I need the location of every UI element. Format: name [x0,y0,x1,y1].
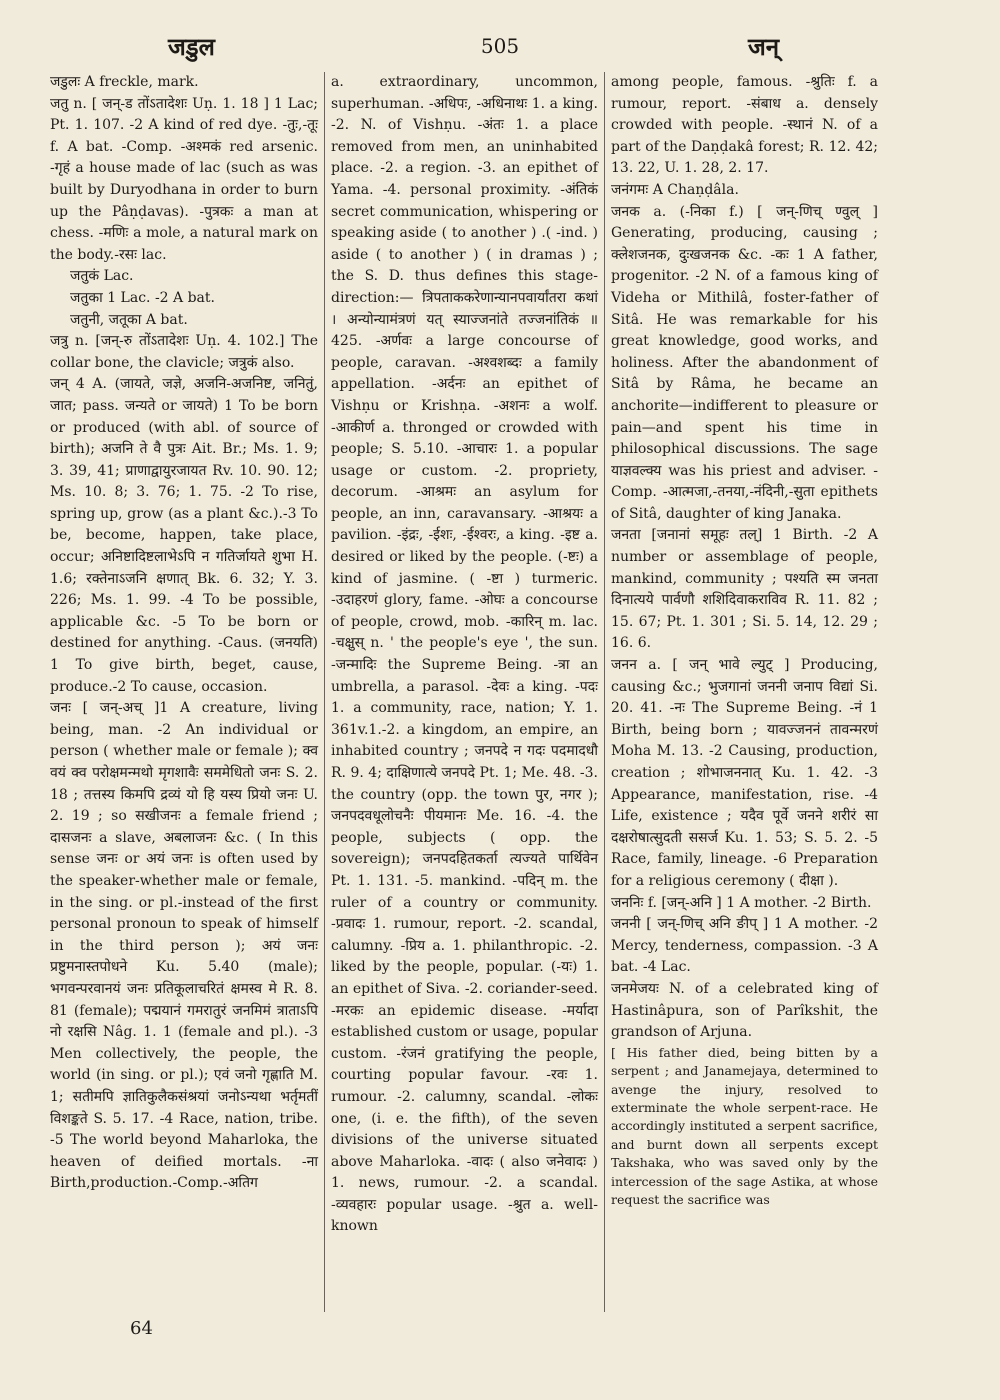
entry-jatuni: जतुनी, जतूका A bat. [70,311,188,328]
entry-janangama: जनंगमः A Chaṇḍâla. [611,181,739,198]
entry-janata: जनता [जनानां समूहः तल्] 1 Birth. -2 A number or assemblage of people, mankind, community ; पश्यति स्म जनता दिनात्यये पार्वणौ शशिदिवाकराविव R. 11. 82 ; 15. 67; Pt. 1. 301 ; Si. 5. 14, 12. 29 ; 16. 6. [611,527,878,652]
column-1 [44,72,324,1312]
signature-mark: 64 [130,1318,153,1339]
column-3 [604,72,884,1312]
entry-jatu: जतु n. [ जन्-ड तोंऽतादेशः Uṇ. 1. 18 ] 1 Lac; Pt. 1. 107. -2 A kind of red dye. -तुः,-तूः f. A bat. -Comp. -अश्मकं red arsenic. -गृहं a house made of lac (such as was built by Duryodhana in order to burn up the Pâṇḍavas). -पुत्रकः a man at chess. -मणिः a mole, a natural mark on the body.-रसः lac. [50,95,318,263]
entry-jatuka: जतुकं Lac. [70,268,134,285]
entry-janamejaya: जनमेजयः N. of a celebrated king of Hastinâpura, son of Parîkshit, the grandson of Arjuna. [611,980,878,1041]
text-columns [44,72,924,1312]
entry-jana-compounds-cont: among people, famous. -श्रुतिः f. a rumour, report. -संबाध a. densely crowded with people. -स्थानं N. of a part of the Daṇḍakâ forest; R. 12. 42; 13. 22, U. 1. 28, 2. 17. [611,74,878,177]
entry-jan: जन् 4 A. (जायते, जज्ञे, अजनि-अजनिष्ट, जनितुं, जात; pass. जन्यते or जायते) 1 To be born or produced (with abl. of source of birth); अजनि ते वै पुत्रः Ait. Br.; Ms. 1. 9; 3. 39, 41; प्राणाद्वायुरजायत Rv. 10. 90. 12; Ms. 10. 8; 3. 76; 1. 75. -2 To rise, spring up, grow (as a plant &c.).-3 To be, become, happen, take place, occur; अनिष्टादिष्टलाभेऽपि न गतिर्जायते शुभा H. 1.6; रक्तेनाऽजनि क्षणात् Bk. 6. 32; Y. 3. 226; Ms. 1. 99. -4 To be possible, applicable &c. -5 To be born or destined for anything. -Caus. (जनयति) 1 To give birth, beget, cause, produce.-2 To cause, occasion. [50,376,318,695]
page-number: 505 [480,34,520,58]
header-left-word: जडुल [168,32,215,61]
header-right-word: जन् [748,32,780,61]
entry-janaka: जनक a. (-निका f.) [ जन्-णिच् ण्वुल् ] Generating, producing, causing ; क्लेशजनक, दुःखजनक &c. -कः 1 A father, progenitor. -2 N. of a famous king of Videha or Mithilâ, foster-father of Sitâ. He was remarkable for his great knowledge, good works, and holiness. After the abandonment of Sitâ by Râma, he became an anchorite—indifferent to pleasure or pain—and spent his time in philosophical discussions. The sage याज्ञवल्क्य was his priest and adviser. -Comp. -आत्मजा,-तनया,-नंदिनी,-सुता epithets of Sitâ, daughter of king Janaka. [611,203,878,522]
entry-janana: जनन a. [ जन् भावे ल्युट् ] Producing, causing &c.; भुजगानां जननी जनाप विद्यां Si. 20. 41. -नः The Supreme Being. -नं 1 Birth, being born ; यावज्जननं तावन्मरणं Moha M. 13. -2 Causing, production, creation ; शोभाजननात् Ku. 1. 42. -3 Appearance, manifestation, rise. -4 Life, existence ; यदैव पूर्वे जनने शरीरं सा दक्षरोषात्सुदती ससर्ज Ku. 1. 53; S. 5. 2. -5 Race, family, lineage. -6 Preparation for a religious ceremony ( दीक्षा ). [611,657,878,889]
entry-jana-compounds: a. extraordinary, uncommon, superhuman. -अधिपः, -अधिनाथः 1. a king. -2. N. of Vishṇu. -अंतः 1. a place removed from men, an uninhabited place. -2. a region. -3. an epithet of Yama. -4. personal proximity. -अंतिकं secret communication, whispering or speaking aside ( to another ) .( -ind. ) aside ( to another ) ( in dramas ) ; the S. D. thus defines this stage-direction:— त्रिपताककरेणान्यानपवार्यांतरा कथां । अन्योन्यामंत्रणं यत् स्याज्जनांते तज्जनांतिकं ॥ 425. -अर्णवः a large concourse of people, caravan. -अश्वशब्दः a family appellation. -अर्दनः an epithet of Vishṇu or Krishṇa. -अशनः a wolf. -आकीर्ण a. thronged or crowded with people; S. 5.10. -आचारः 1. a popular usage or custom. -2. propriety, decorum. -आश्रमः an asylum for people, an inn, caravansary. -आश्रयः a pavilion. -इंद्रः, -ईशः, -ईश्वरः, a king. -इष्ट a. desired or liked by the people. (-ष्टः) a kind of jasmine. ( -ष्टा ) turmeric. -उदाहरणं glory, fame. -ओघः a concourse of people, crowd, mob. -कारिन् m. lac. -चक्षुस् n. ' the people's eye ', the sun. -जन्मादिः the Supreme Being. -त्रा an umbrella, a parasol. -देवः a king. -पदः 1. a community, race, nation; Y. 1. 361v.1.-2. a kingdom, an empire, an inhabited country ; जनपदे न गदः पदमादधौ R. 9. 4; दाक्षिणात्ये जनपदे Pt. 1; Me. 48. -3. the country (opp. the town पुर, नगर ); जनपदवधूलोचनैः पीयमानः Me. 16. -4. the people, subjects ( opp. the sovereign); जनपदहितकर्ता त्यज्यते पार्थिवेन Pt. 1. 131. -5. mankind. -पदिन् m. the ruler of a country or community. -प्रवादः 1. rumour, report. -2. scandal, calumny. -प्रिय a. 1. philanthropic. -2. liked by the people, popular. (-यः) 1. an epithet of Siva. -2. coriander-seed. -मरकः an epidemic disease. -मर्यादा established custom or usage, popular custom. -रंजनं gratifying the people, courting popular favour. -रवः 1. rumour. -2. calumny, scandal. -लोकः one, (i. e. the fifth), of the seven divisions of the universe situated above Maharloka. -वादः ( also जनेवादः ) 1. news, rumour. -2. a scandal. -व्यवहारः popular usage. -श्रुत a. well-known [331,74,599,1235]
entry-jatuka-2: जतुका 1 Lac. -2 A bat. [70,289,215,306]
entry-janah: जनः [ जन्-अच् ]1 A creature, living being, man. -2 An individual or person ( whether male or female ); क्व वयं क्व परोक्षमन्मथो मृगशावैः सममेधितो जनः S. 2. 18 ; तत्तस्य किमपि द्रव्यं यो हि यस्य प्रियो जनः U. 2. 19 ; so सखीजनः a female friend ; दासजनः a slave, अबलाजनः &c. ( In this sense जनः or अयं जनः is often used by the speaker-whether male or female, in the sing. or pl.-instead of the first personal pronoun to speak of himself in the third person ); अयं जनः प्रष्टुमनास्तपोधने Ku. 5.40 (male); भगवन्परवानयं जनः प्रतिकूलाचरितं क्षमस्व मे R. 8. 81 (female); पद्मयानं गमरातुरं जनमिमं त्राताऽपि नो रक्षसि Nâg. 1. 1 (female and pl.). -3 Men collectively, the people, the world (in sing. or pl.); एवं जनो गृह्णाति M. 1; सतीमपि ज्ञातिकुलैकसंश्रयां जनोऽन्यथा भर्तृमतीं विशङ्कते S. 5. 17. -4 Race, nation, tribe. -5 The world beyond Maharloka, the heaven of deified mortals. -ना Birth,production.-Comp.-अतिग [50,700,318,1192]
entry-jadula: जडुलः A freckle, mark. [50,74,199,90]
column-2 [324,72,604,1312]
entry-janani: जननी [ जन्-णिच् अनि ङीप् ] 1 A mother. -2 Mercy, tenderness, compassion. -3 A bat. -4 Lac. [611,916,878,976]
entry-janani-f: जननिः f. [जन्-अनि ] 1 A mother. -2 Birth. [611,894,872,911]
janamejaya-note: [ His father died, being bitten by a serpent ; and Janamejaya, determined to avenge the injury, resolved to exterminate the whole serpent-race. He accordingly instituted a serpent sacrifice, and burnt down all serpents except Takshaka, who was saved only by the intercession of the sage Astika, at whose request the sacrifice was [611,1044,878,1207]
entry-jatru: जत्रु n. [जन्-रु तोंऽतादेशः Uṇ. 4. 102.] The collar bone, the clavicle; जत्रुकं also. [50,333,318,371]
